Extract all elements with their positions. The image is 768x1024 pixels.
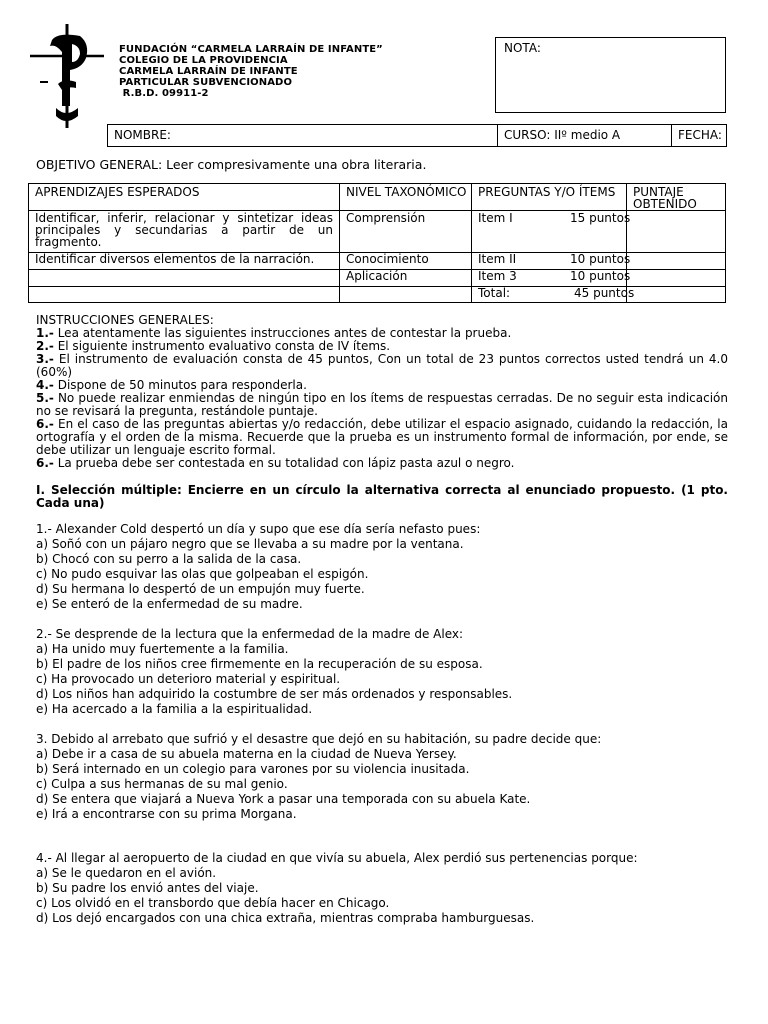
objetivo-general: OBJETIVO GENERAL: Leer compresivamente una obra literaria.: [36, 157, 427, 172]
option-e[interactable]: e) Ha acercado a la familia a la espiritualidad.: [36, 702, 313, 716]
question-stem: 3. Debido al arrebato que sufrió y el desastre que dejó en su habitación, su padre decide que:: [36, 732, 602, 746]
option-c[interactable]: c) No pudo esquivar las olas que golpeaban el espigón.: [36, 567, 369, 581]
instruction-text: El instrumento de evaluación consta de 45 puntos, Con un total de 23 puntos correctos usted tendrá un 4.0 (60%): [36, 352, 728, 379]
evaluation-table: [28, 183, 726, 303]
item-cell: [472, 252, 631, 270]
instruction-item: [36, 392, 728, 418]
instruction-text: La prueba debe ser contestada en su totalidad con lápiz pasta azul o negro.: [53, 456, 515, 470]
instruction-number: 6.-: [36, 417, 54, 431]
table-row: [29, 287, 726, 303]
aprendizaje-cell: Identificar diversos elementos de la narración.: [29, 253, 340, 270]
header-puntaje: PUNTAJE OBTENIDO: [627, 184, 726, 211]
school-header: [119, 44, 383, 99]
item-points: 10 puntos: [570, 269, 631, 283]
fecha-field[interactable]: [672, 125, 726, 146]
instruction-number: 1.-: [36, 326, 54, 340]
school-line: CARMELA LARRAÍN DE INFANTE: [119, 66, 298, 77]
instrucciones-title: INSTRUCCIONES GENERALES:: [36, 313, 214, 327]
instruction-text: Dispone de 50 minutos para responderla.: [53, 378, 307, 392]
school-line: R.B.D. 09911-2: [119, 88, 209, 99]
nombre-label: NOMBRE:: [114, 128, 171, 142]
section-title: I. Selección múltiple: Encierre en un círculo la alternativa correcta al enunciado propuesto. (1 pto. Cada una): [36, 483, 728, 510]
option-b[interactable]: b) Será internado en un colegio para varones por su violencia inusitada.: [36, 762, 470, 776]
item-label: Item 3: [478, 269, 517, 283]
option-b[interactable]: b) El padre de los niños cree firmemente en la recuperación de su esposa.: [36, 657, 483, 671]
question-4: [36, 851, 728, 926]
item-points: 15 puntos: [570, 211, 631, 225]
item-label: Item II: [478, 252, 517, 266]
header-aprendizajes: APRENDIZAJES ESPERADOS: [29, 184, 340, 211]
nivel-cell: Aplicación: [340, 270, 472, 287]
puntaje-cell[interactable]: [627, 287, 726, 303]
option-b[interactable]: b) Chocó con su perro a la salida de la casa.: [36, 552, 302, 566]
header-nivel: NIVEL TAXONÓMICO: [340, 184, 472, 211]
instruction-number: 6.-: [36, 456, 54, 470]
table-row: [29, 211, 726, 253]
question-1: [36, 522, 728, 612]
option-a[interactable]: a) Ha unido muy fuertemente a la familia.: [36, 642, 289, 656]
school-line: COLEGIO DE LA PROVIDENCIA: [119, 55, 288, 66]
fecha-label: FECHA:: [678, 128, 722, 142]
option-d[interactable]: d) Su hermana lo despertó de un empujón muy fuerte.: [36, 582, 365, 596]
curso-label: CURSO: IIº medio A: [504, 128, 621, 142]
instruction-number: 2.-: [36, 339, 54, 353]
aprendizaje-cell: [29, 287, 340, 303]
option-a[interactable]: a) Soñó con un pájaro negro que se llevaba a su madre por la ventana.: [36, 537, 464, 551]
item-cell: [472, 269, 631, 287]
question-stem: 1.- Alexander Cold despertó un día y supo que ese día sería nefasto pues:: [36, 522, 481, 536]
nivel-cell: Conocimiento: [340, 253, 472, 270]
option-a[interactable]: a) Debe ir a casa de su abuela materna en la ciudad de Nueva Yersey.: [36, 747, 457, 761]
instruction-text: En el caso de las preguntas abiertas y/o redacción, debe utilizar el espacio asignado, cuidando la redacción, la ortografía y el orden de la misma. Recuerde que la prueba es un instrumento formal de información, por ende, se debe utilizar un lenguaje escrito formal.: [36, 417, 728, 457]
question-2: [36, 627, 728, 717]
instruction-text: El siguiente instrumento evaluativo consta de IV ítems.: [53, 339, 391, 353]
table-row: [29, 253, 726, 270]
puntaje-cell[interactable]: [627, 211, 726, 253]
question-stem: 2.- Se desprende de la lectura que la enfermedad de la madre de Alex:: [36, 627, 464, 641]
item-label: Total:: [478, 286, 511, 300]
option-e[interactable]: e) Se enteró de la enfermedad de su madre.: [36, 597, 303, 611]
option-a[interactable]: a) Se le quedaron en el avión.: [36, 866, 217, 880]
question-3: [36, 732, 728, 822]
nota-label: NOTA:: [504, 41, 541, 55]
school-logo: [28, 22, 106, 130]
student-info-bar: [107, 124, 727, 147]
puntaje-cell[interactable]: [627, 270, 726, 287]
aprendizaje-cell: Identificar, inferir, relacionar y sintetizar ideas principales y secundarias a partir de un fragmento.: [29, 211, 340, 253]
option-c[interactable]: c) Ha provocado un deterioro material y espiritual.: [36, 672, 341, 686]
option-c[interactable]: c) Culpa a sus hermanas de su mal genio.: [36, 777, 288, 791]
table-header-row: [29, 184, 726, 211]
item-cell: [472, 286, 635, 303]
instruction-text: Lea atentamente las siguientes instrucciones antes de contestar la prueba.: [53, 326, 512, 340]
instruction-item: [36, 457, 728, 470]
aprendizaje-cell: [29, 270, 340, 287]
instrucciones-generales: [36, 314, 728, 470]
option-e[interactable]: e) Irá a encontrarse con su prima Morgana.: [36, 807, 297, 821]
school-line: FUNDACIÓN “CARMELA LARRAÍN DE INFANTE”: [119, 44, 383, 55]
item-label: Item I: [478, 211, 513, 225]
nota-box[interactable]: [495, 37, 726, 113]
header-preguntas: PREGUNTAS Y/O ÍTEMS: [472, 184, 627, 211]
item-cell: [472, 211, 631, 253]
curso-field: [498, 125, 671, 146]
instruction-number: 3.-: [36, 352, 54, 366]
instruction-text: No puede realizar enmiendas de ningún tipo en los ítems de respuestas cerradas. De no seguir esta indicación no se revisará la pregunta, restándole puntaje.: [36, 391, 728, 418]
instruction-item: [36, 418, 728, 457]
option-d[interactable]: d) Se entera que viajará a Nueva York a pasar una temporada con su abuela Kate.: [36, 792, 531, 806]
nombre-field[interactable]: [108, 125, 497, 146]
puntaje-cell[interactable]: [627, 253, 726, 270]
option-d[interactable]: d) Los dejó encargados con una chica extraña, mientras compraba hamburguesas.: [36, 911, 535, 925]
table-row: [29, 270, 726, 287]
option-d[interactable]: d) Los niños han adquirido la costumbre de ser más ordenados y responsables.: [36, 687, 513, 701]
option-c[interactable]: c) Los olvidó en el transbordo que debía hacer en Chicago.: [36, 896, 390, 910]
item-points: 45 puntos: [574, 286, 635, 300]
nivel-cell: [340, 287, 472, 303]
nivel-cell: Comprensión: [340, 211, 472, 253]
instruction-item: [36, 353, 728, 379]
option-b[interactable]: b) Su padre los envió antes del viaje.: [36, 881, 259, 895]
item-points: 10 puntos: [570, 252, 631, 266]
question-stem: 4.- Al llegar al aeropuerto de la ciudad en que vivía su abuela, Alex perdió sus pertenencias porque:: [36, 851, 638, 865]
instruction-number: 5.-: [36, 391, 54, 405]
instruction-number: 4.-: [36, 378, 54, 392]
school-line: PARTICULAR SUBVENCIONADO: [119, 77, 293, 88]
